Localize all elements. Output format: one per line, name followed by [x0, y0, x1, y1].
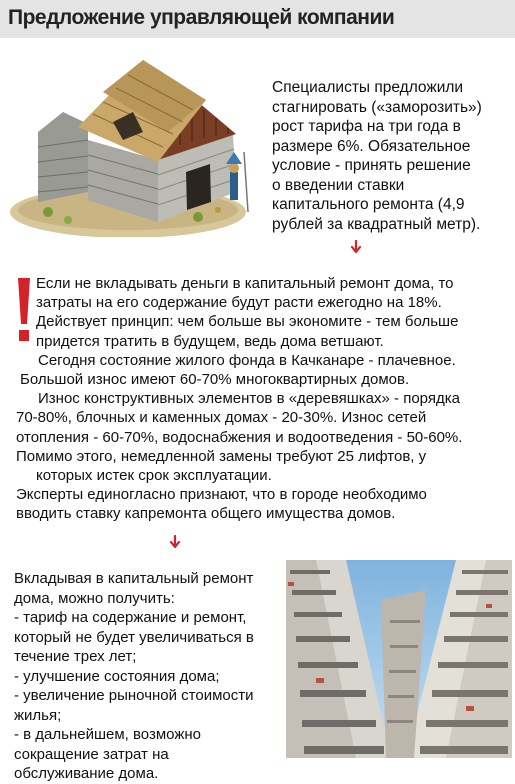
text-line: дома, можно получить: — [14, 589, 175, 607]
header-bar — [0, 0, 515, 38]
list-item: жилья; — [14, 706, 62, 724]
text-line: Специалисты предложили — [272, 79, 464, 96]
text-line: Действует принцип: чем больше вы экономите - тем больше — [36, 313, 459, 331]
text-line: которых истек срок эксплуатации. — [36, 467, 272, 485]
arrow-down-icon — [350, 240, 362, 254]
arrow-down-icon — [169, 535, 181, 549]
text-line: 70-80%, блочных и каменных домах - 20-30%. Износ сетей — [16, 409, 427, 427]
text-line: Если не вкладывать деньги в капитальный ремонт дома, то — [36, 275, 454, 292]
list-item: течение трех лет; — [14, 648, 137, 665]
text-line: отопления - 60-70%, водоснабжения и водоотведения - 50-60%. — [16, 428, 463, 446]
text-line: Помимо этого, немедленной замены требуют 25 лифтов, у — [16, 447, 427, 465]
text-line: вводить ставку капремонта общего имущества домов. — [16, 505, 396, 523]
text-line: стагнировать («заморозить») — [272, 98, 482, 116]
buildings-illustration — [286, 560, 512, 758]
list-item: обслуживание дома. — [14, 765, 159, 782]
list-item: - тариф на содержание и ремонт, — [14, 609, 247, 626]
text-line: затраты на его содержание будут расти ежегодно на 18%. — [36, 294, 442, 312]
list-item: который не будет увеличиваться в — [14, 628, 254, 646]
text-line: о введении ставки — [272, 176, 405, 194]
benefits-text — [14, 569, 289, 784]
text-line: Большой износ имеют 60-70% многоквартирных домов. — [20, 371, 410, 389]
text-line: Сегодня состояние жилого фонда в Качканаре - плачевное. — [38, 351, 456, 369]
text-line: Вкладывая в капитальный ремонт — [14, 570, 254, 587]
proposal-text — [272, 78, 512, 234]
list-item: - увеличение рыночной стоимости — [14, 687, 254, 704]
warning-text — [16, 274, 510, 524]
house-illustration — [8, 52, 260, 237]
list-item: сокращение затрат на — [14, 745, 169, 763]
page-title: Предложение управляющей компании — [8, 6, 395, 29]
text-line: рублей за квадратный метр). — [272, 215, 481, 233]
text-line: рост тарифа на три года в — [272, 118, 461, 135]
text-line: Эксперты единогласно признают, что в городе необходимо — [16, 486, 427, 504]
text-line: условие - принять решение — [272, 157, 471, 174]
text-line: капитального ремонта (4,9 — [272, 196, 465, 213]
text-line: Износ конструктивных элементов в «деревяшках» - порядка — [38, 390, 460, 408]
text-line: придется тратить в будущем, ведь дома ветшают. — [36, 332, 384, 350]
list-item: - в дальнейшем, возможно — [14, 726, 201, 743]
list-item: - улучшение состояния дома; — [14, 667, 220, 685]
text-line: размере 6%. Обязательное — [272, 137, 471, 155]
